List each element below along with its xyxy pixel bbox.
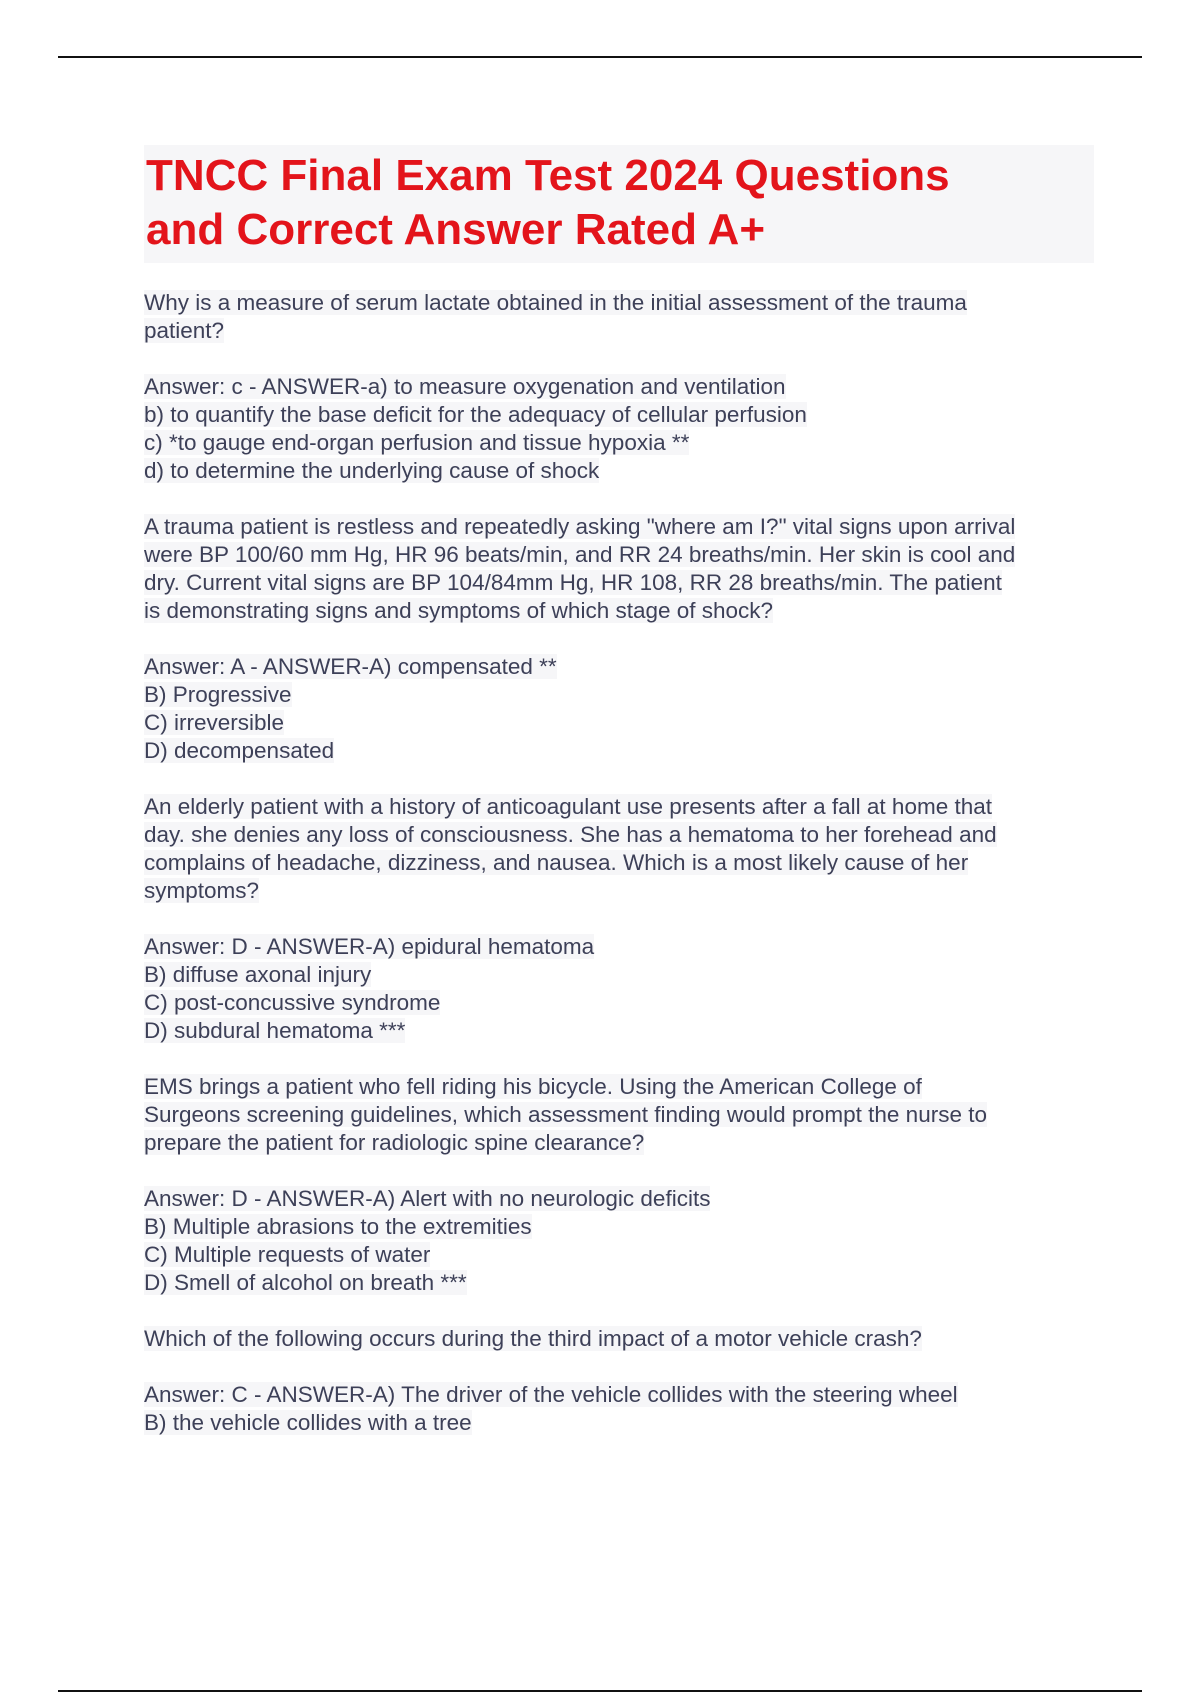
answer-line: B) Progressive (144, 682, 292, 707)
answer-line: B) diffuse axonal injury (144, 962, 372, 987)
answer (144, 933, 1094, 1045)
title-line: and Correct Answer Rated A+ (146, 205, 766, 254)
question-line: day. she denies any loss of consciousness. She has a hematoma to her forehead and (144, 822, 997, 847)
title-line: TNCC Final Exam Test 2024 Questions (146, 151, 950, 200)
document-body (144, 145, 1094, 1465)
answer-line: c) *to gauge end-organ perfusion and tissue hypoxia ** (144, 430, 690, 455)
answer-line: b) to quantify the base deficit for the adequacy of cellular perfusion (144, 402, 807, 427)
question-line: is demonstrating signs and symptoms of which stage of shock? (144, 598, 774, 623)
qa-item (144, 1073, 1094, 1297)
answer-line: B) Multiple abrasions to the extremities (144, 1214, 532, 1239)
answer-line: C) irreversible (144, 710, 285, 735)
top-rule (58, 56, 1142, 58)
question-line: EMS brings a patient who fell riding his bicycle. Using the American College of (144, 1074, 922, 1099)
answer (144, 1381, 1094, 1437)
answer (144, 1185, 1094, 1297)
answer-line: C) post-concussive syndrome (144, 990, 441, 1015)
answer (144, 373, 1094, 485)
question (144, 1073, 1094, 1157)
question-line: An elderly patient with a history of anticoagulant use presents after a fall at home that (144, 794, 992, 819)
qa-item (144, 793, 1094, 1045)
question (144, 1325, 1094, 1353)
question-line: Why is a measure of serum lactate obtained in the initial assessment of the trauma (144, 290, 967, 315)
answer-line: D) subdural hematoma *** (144, 1018, 406, 1043)
answer-line: B) the vehicle collides with a tree (144, 1410, 472, 1435)
title-block (144, 145, 1094, 263)
question-line: symptoms? (144, 878, 260, 903)
answer-line: C) Multiple requests of water (144, 1242, 431, 1267)
answer-line: d) to determine the underlying cause of shock (144, 458, 600, 483)
question (144, 513, 1094, 625)
question (144, 793, 1094, 905)
answer-line: Answer: D - ANSWER-A) epidural hematoma (144, 934, 595, 959)
question-line: Which of the following occurs during the third impact of a motor vehicle crash? (144, 1326, 922, 1351)
answer-line: Answer: c - ANSWER-a) to measure oxygenation and ventilation (144, 374, 786, 399)
question-line: prepare the patient for radiologic spine clearance? (144, 1130, 645, 1155)
qa-item (144, 513, 1094, 765)
qa-item (144, 289, 1094, 485)
bottom-rule (58, 1690, 1142, 1692)
answer-line: D) Smell of alcohol on breath *** (144, 1270, 467, 1295)
question-line: were BP 100/60 mm Hg, HR 96 beats/min, and RR 24 breaths/min. Her skin is cool and (144, 542, 1016, 567)
question-line: complains of headache, dizziness, and nausea. Which is a most likely cause of her (144, 850, 969, 875)
answer-line: Answer: C - ANSWER-A) The driver of the vehicle collides with the steering wheel (144, 1382, 958, 1407)
question-line: dry. Current vital signs are BP 104/84mm Hg, HR 108, RR 28 breaths/min. The patient (144, 570, 1002, 595)
answer-line: D) decompensated (144, 738, 335, 763)
answer-line: Answer: A - ANSWER-A) compensated ** (144, 654, 557, 679)
question (144, 289, 1094, 345)
question-line: A trauma patient is restless and repeatedly asking "where am I?" vital signs upon arrival (144, 514, 1016, 539)
document-title (146, 149, 1092, 257)
answer-line: Answer: D - ANSWER-A) Alert with no neurologic deficits (144, 1186, 711, 1211)
answer (144, 653, 1094, 765)
question-line: Surgeons screening guidelines, which assessment finding would prompt the nurse to (144, 1102, 987, 1127)
question-line: patient? (144, 318, 225, 343)
qa-item (144, 1325, 1094, 1437)
